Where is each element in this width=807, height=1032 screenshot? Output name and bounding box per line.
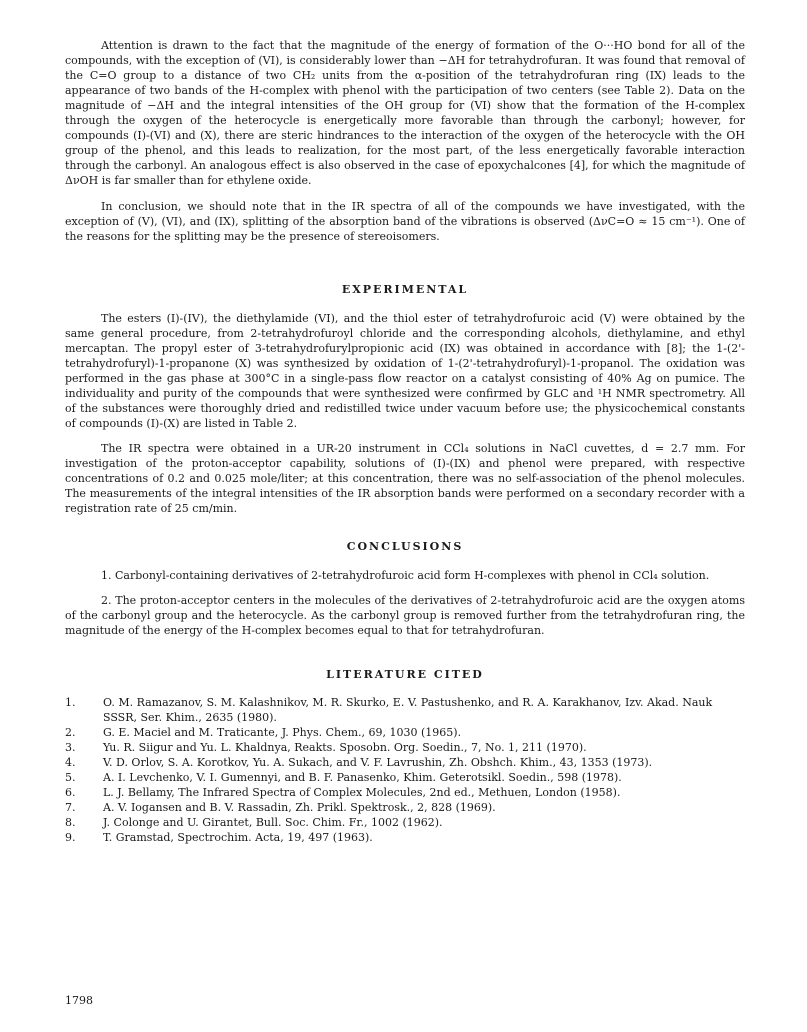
reference-text: T. Gramstad, Spectrochim. Acta, 19, 497 (1963). [103, 831, 373, 844]
reference-text: V. D. Orlov, S. A. Korotkov, Yu. A. Sukach, and V. F. Lavrushin, Zh. Obshch. Khim., 43, 1353 (1973). [103, 756, 653, 769]
reference-number: 7. [65, 801, 76, 814]
reference-text: L. J. Bellamy, The Infrared Spectra of Complex Molecules, 2nd ed., Methuen, London (1958). [103, 786, 621, 799]
reference-number: 1. [65, 696, 76, 709]
reference-number: 2. [65, 726, 76, 739]
reference-item [65, 770, 745, 785]
reference-item [65, 755, 745, 770]
experimental-paragraph-2: The IR spectra were obtained in a UR-20 instrument in CCl₄ solutions in NaCl cuvettes, d = 2.7 mm. For investigation of the proton-acceptor capability, solutions of (I)-(IX) and phenol were prepared, with respective concentrations of 0.2 and 0.025 mole/liter; at this concentration, there was no self-association of the phenol molecules. The measurements of the integral intensities of the IR absorption bands were performed on a secondary recorder with a registration rate of 25 cm/min. [65, 442, 745, 515]
reference-text: Yu. R. Siigur and Yu. L. Khaldnya, Reakts. Sposobn. Org. Soedin., 7, No. 1, 211 (1970). [103, 741, 587, 754]
intro-section [65, 38, 745, 244]
reference-number: 8. [65, 816, 76, 829]
reference-item [65, 785, 745, 800]
page-number: 1798 [65, 994, 93, 1007]
intro-paragraph-2: In conclusion, we should note that in the IR spectra of all of the compounds we have investigated, with the exception of (V), (VI), and (IX), splitting of the absorption band of the vibrations is observed (ΔνC=O ≈ 15 cm⁻¹). One of the reasons for the splitting may be the presence of stereoisomers. [65, 200, 745, 243]
conclusions-section [65, 539, 745, 638]
reference-text: G. E. Maciel and M. Traticante, J. Phys. Chem., 69, 1030 (1965). [103, 726, 462, 739]
reference-number: 5. [65, 771, 76, 784]
reference-item [65, 800, 745, 815]
reference-number: 9. [65, 831, 76, 844]
reference-item [65, 725, 745, 740]
reference-number: 3. [65, 741, 76, 754]
reference-list [65, 695, 745, 845]
reference-text: A. V. Iogansen and B. V. Rassadin, Zh. Prikl. Spektrosk., 2, 828 (1969). [103, 801, 496, 814]
reference-text: J. Colonge and U. Girantet, Bull. Soc. Chim. Fr., 1002 (1962). [103, 816, 443, 829]
reference-item [65, 815, 745, 830]
reference-text: O. M. Ramazanov, S. M. Kalashnikov, M. R. Skurko, E. V. Pastushenko, and R. A. Karakhanov, Izv. Akad. Nauk SSSR, Ser. Khim., 2635 (1980). [103, 696, 713, 724]
literature-heading: LITERATURE CITED [326, 668, 484, 681]
experimental-section [65, 282, 745, 516]
reference-number: 6. [65, 786, 76, 799]
reference-item [65, 740, 745, 755]
conclusions-item-1: 1. Carbonyl-containing derivatives of 2-tetrahydrofuroic acid form H-complexes with phenol in CCl₄ solution. [101, 569, 710, 582]
conclusions-heading: CONCLUSIONS [346, 540, 464, 553]
reference-item [65, 695, 745, 725]
reference-item [65, 830, 745, 845]
experimental-paragraph-1: The esters (I)-(IV), the diethylamide (VI), and the thiol ester of tetrahydrofuroic acid (V) were obtained by the same general procedure, from 2-tetrahydrofuroyl chloride and the corresponding alcohols, diethylamine, and ethyl mercaptan. The propyl ester of 3-tetrahydrofurylpropionic acid (IX) was obtained in accordance with [8]; the 1-(2'-tetrahydrofuryl)-1-propanone (X) was synthesized by oxidation of 1-(2'-tetrahydrofuryl)-1-propanol. The oxidation was performed in the gas phase at 300°C in a single-pass flow reactor on a catalyst consisting of 40% Ag on pumice. The individuality and purity of the compounds that were synthesized were confirmed by GLC and ¹H NMR spectrometry. All of the substances were thoroughly dried and redistilled twice under vacuum before use; the physicochemical constants of compounds (I)-(X) are listed in Table 2. [65, 312, 745, 430]
reference-number: 4. [65, 756, 76, 769]
literature-section [65, 667, 745, 845]
experimental-heading: EXPERIMENTAL [341, 283, 469, 296]
reference-text: A. I. Levchenko, V. I. Gumennyi, and B. F. Panasenko, Khim. Geterotsikl. Soedin., 598 (1978). [103, 771, 622, 784]
intro-paragraph-1: Attention is drawn to the fact that the magnitude of the energy of formation of the O···HO bond for all of the compounds, with the exception of (VI), is considerably lower than −ΔH for tetrahydrofuran. It was found that removal of the C=O group to a distance of two CH₂ units from the α-position of the tetrahydrofuran ring (IX) leads to the appearance of two bands of the H-complex with phenol with the participation of two centers (see Table 2). Data on the magnitude of −ΔH and the integral intensities of the OH group for (VI) show that the formation of the H-complex through the oxygen of the heterocycle is energetically more favorable than through the carbonyl; however, for compounds (I)-(VI) and (X), there are steric hindrances to the interaction of the oxygen of the heterocycle with the OH group of the phenol, and this leads to realization, for the most part, of the less energetically favorable interaction through the carbonyl. An analogous effect is also observed in the case of epoxychalcones [4], for which the magnitude of ΔνOH is far smaller than for ethylene oxide. [65, 39, 745, 187]
conclusions-item-2: 2. The proton-acceptor centers in the molecules of the derivatives of 2-tetrahydrofuroic acid are the oxygen atoms of the carbonyl group and the heterocycle. As the carbonyl group is removed further from the tetrahydrofuran ring, the magnitude of the energy of the H-complex becomes equal to that for tetrahydrofuran. [65, 594, 745, 637]
